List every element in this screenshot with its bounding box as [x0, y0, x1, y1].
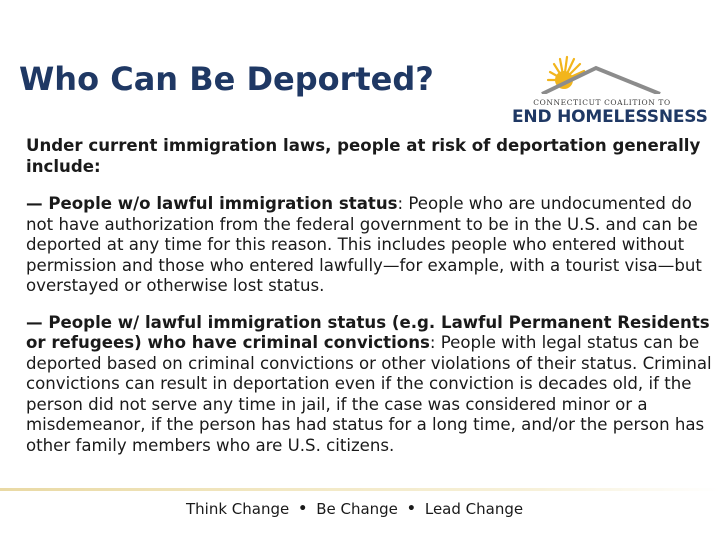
tagline-lead-change: Lead Change [424, 500, 524, 518]
item-label: — People w/o lawful immigration status [26, 194, 398, 213]
bullet-dot-icon: • [406, 501, 416, 517]
footer-divider [0, 488, 720, 491]
item-text: : People with legal status can be deported based on criminal convictions or other violations of their status. Criminal convictions can result in deportation even if the conviction is decades old, if the person did not serve any time in jail, if the case was considered minor or a misdemeanor, if the person has had status for a long time, and/or the person has other family members who are U.S. citizens. [26, 333, 712, 455]
logo-title: END HOMELESSNESS [512, 107, 708, 127]
intro-text: Under current immigration laws, people at risk of deportation generally include: [26, 136, 701, 176]
footer-tagline [186, 500, 526, 518]
logo-subtitle: CONNECTICUT COALITION TO [533, 98, 671, 107]
slide-title: Who Can Be Deported? [19, 60, 434, 98]
sun-over-roof-icon [538, 50, 662, 98]
list-item [26, 194, 714, 297]
tagline-think-change: Think Change [186, 500, 290, 518]
list-item [26, 313, 714, 457]
item-label: — People w/ lawful immigration status (e.g. Lawful Permanent Residents or refugees) who have criminal convictions [26, 312, 710, 352]
coalition-logo [510, 50, 708, 130]
bullet-dot-icon: • [298, 501, 308, 517]
slide-body [26, 136, 714, 472]
tagline-be-change: Be Change [316, 500, 398, 518]
item-text: : People who are undocumented do not have authorization from the federal government to be in the U.S. and can be deported at any time for this reason. This includes people who entered without permission and those who entered lawfully—for example, with a tourist visa—but overstayed or otherwise lost status. [26, 194, 702, 295]
